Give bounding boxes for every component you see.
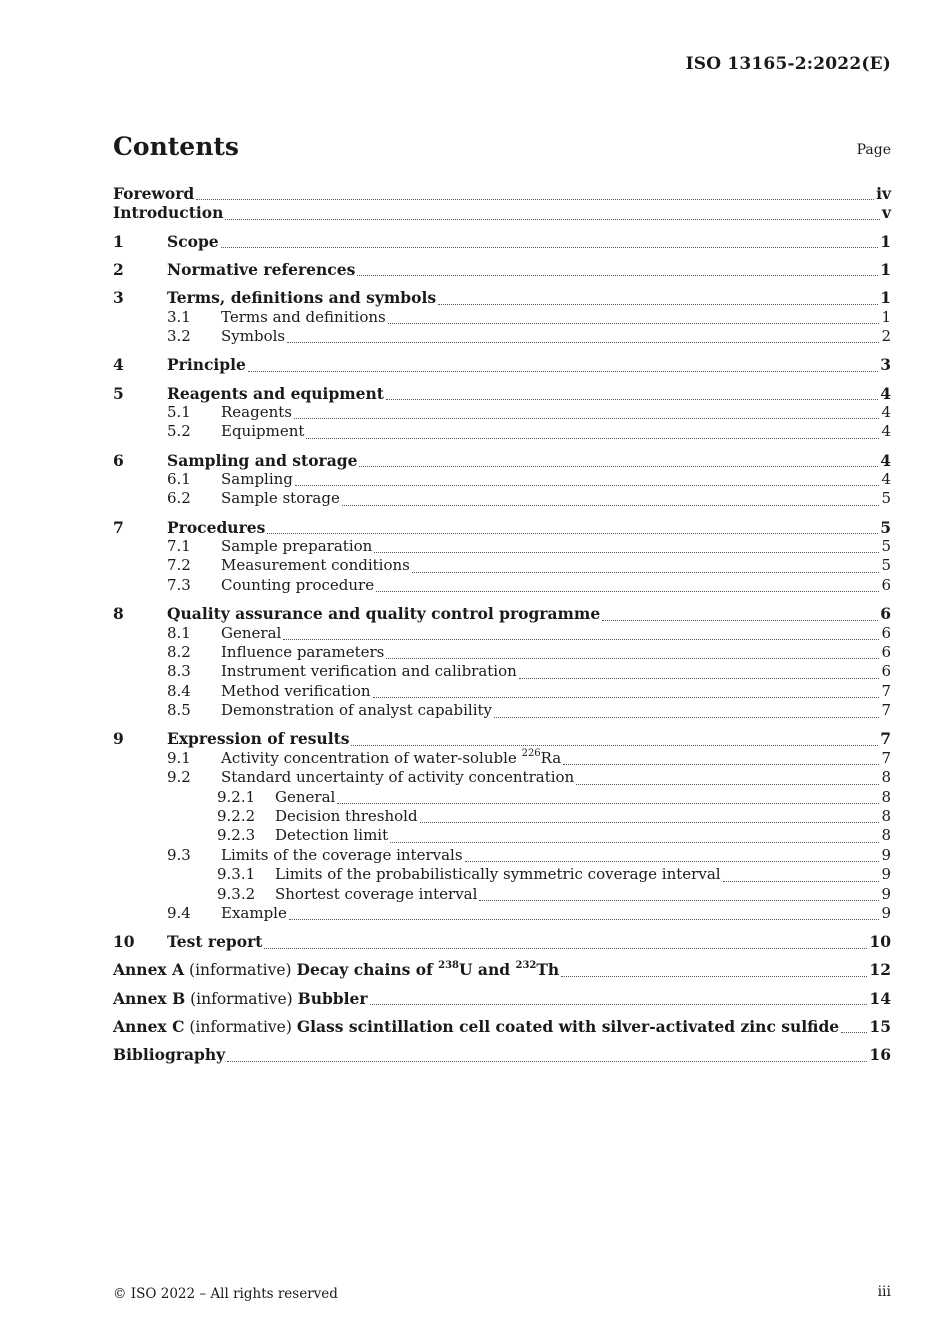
dot-leader [264,943,867,949]
toc-title-text: U and [459,960,516,980]
toc-entry-title [275,788,335,807]
toc-entry-number: 9.1 [167,748,191,767]
dot-leader [227,1056,867,1062]
toc-entry-title [221,403,292,422]
toc-title-text: Reagents and equipment [167,383,384,403]
toc-entry-title [275,865,721,884]
toc-entry-title [113,1045,225,1064]
toc-entry-number: 6.1 [167,470,191,489]
toc-title-text: Equipment [221,422,305,441]
toc-entry[interactable] [113,768,891,787]
toc-entry-title [221,470,293,489]
toc-entry-title [221,904,287,923]
toc-entry[interactable] [113,1017,891,1036]
toc-entry-page: 1 [880,288,891,308]
toc-title-text: Introduction [113,203,224,223]
toc-entry-title [221,422,304,441]
dot-leader [294,413,879,419]
annex-note: (informative) [184,961,297,980]
dot-leader [465,856,880,862]
annex-note: (informative) [185,989,298,1008]
dot-leader [602,615,878,621]
toc-entry[interactable] [113,788,891,807]
toc-entry-number: 10 [113,932,135,952]
isotope-mass-number: 238 [438,960,460,972]
page-column-label: Page [856,142,891,158]
toc-entry-title [221,308,386,327]
toc-title-text: Bibliography [113,1045,226,1065]
toc-title-text: Foreword [113,184,195,203]
toc-entry-page: 7 [881,681,891,700]
dot-leader [359,461,878,467]
annex-label: Annex B [113,988,186,1008]
toc-entry-page: 7 [880,729,891,749]
toc-entry-number: 8.2 [167,642,191,661]
toc-title-text: Bubbler [297,988,368,1008]
toc-entry[interactable] [113,960,891,979]
toc-entry[interactable] [113,537,891,556]
toc-entry[interactable] [113,489,891,508]
toc-entry[interactable] [113,846,891,865]
isotope-mass-number: 232 [515,960,537,972]
dot-leader [221,242,879,248]
toc-entry-page: 1 [880,259,891,279]
toc-title-text: Decision threshold [275,806,418,825]
dot-leader [374,547,879,553]
toc-entry-page: 4 [881,402,891,421]
toc-entry-page: 5 [881,537,891,556]
dot-leader [357,270,878,276]
toc-title-text: Expression of results [167,729,350,749]
toc-entry-page: 1 [881,307,891,326]
toc-entry-number: 1 [113,231,124,251]
toc-title-text: Terms and definitions [221,307,386,326]
toc-entry-number: 6.2 [167,489,191,508]
toc-entry[interactable] [113,403,891,422]
toc-entry-page: iv [876,184,891,203]
toc-entry-page: 4 [880,383,891,403]
toc-entry-title [167,729,349,748]
toc-entry[interactable] [113,729,891,748]
toc-entry-number: 8.1 [167,623,191,642]
toc-entry-page: 8 [881,768,891,787]
dot-leader [196,194,874,200]
toc-title-text: Glass scintillation cell coated with silver-activated zinc sulfide [296,1017,840,1037]
toc-title-text: Principle [167,355,246,375]
toc-entry-page: 5 [881,556,891,575]
annex-label: Annex C [113,1017,185,1037]
toc-entry-title [275,826,388,845]
toc-entry-title [221,327,285,346]
toc-entry-number: 9.3 [167,845,191,864]
toc-entry[interactable] [113,1045,891,1064]
toc-title-text: Example [221,903,287,922]
toc-entry-page: 6 [880,604,891,624]
dot-leader [420,817,880,823]
dot-leader [576,779,879,785]
toc-entry-number: 5 [113,383,124,403]
toc-entry-page: 4 [880,450,891,470]
dot-leader [306,433,879,439]
dot-leader [225,214,880,220]
toc-entry-title [167,260,355,279]
toc-entry-title [221,749,561,768]
toc-entry-number: 3.1 [167,307,191,326]
toc-entry-number: 3 [113,288,124,308]
toc-entry[interactable] [113,904,891,923]
toc-entry-number: 9 [113,729,124,749]
toc-entry-page: 5 [881,489,891,508]
dot-leader [287,337,879,343]
toc-entry-page: v [881,203,891,223]
toc-entry-title [275,807,418,826]
toc-title-text: Scope [167,231,219,251]
toc-title-text: Ra [540,748,562,767]
toc-entry-page: 7 [881,701,891,720]
toc-entry-title [167,451,357,470]
toc-entry-page: 9 [881,884,891,903]
toc-title-text: Sampling [221,470,293,489]
table-of-contents [113,184,891,1065]
dot-leader [494,712,879,718]
toc-entry[interactable] [113,643,891,662]
dot-leader [438,299,878,305]
toc-title-text: Normative references [167,259,356,279]
dot-leader [373,692,880,698]
dot-leader [351,740,878,746]
dot-leader [723,876,880,882]
toc-entry-number: 9.2 [167,768,191,787]
toc-entry[interactable] [113,576,891,595]
toc-entry-title [221,662,517,681]
toc-entry-number: 7 [113,517,124,537]
toc-entry[interactable] [113,885,891,904]
toc-entry[interactable] [113,184,891,203]
toc-entry[interactable] [113,662,891,681]
toc-entry-page: 1 [880,231,891,251]
dot-leader [295,480,880,486]
toc-entry[interactable] [113,604,891,623]
toc-entry-title [221,556,410,575]
toc-entry[interactable] [113,355,891,374]
dot-leader [376,586,879,592]
toc-title-text: Sample storage [221,489,340,508]
toc-entry-number: 9.2.3 [217,826,256,845]
toc-title-text: Quality assurance and quality control programme [167,604,601,624]
toc-entry[interactable] [113,624,891,643]
toc-entry-title [221,624,281,643]
dot-leader [841,1027,867,1033]
toc-entry-number: 9.4 [167,903,191,922]
toc-entry[interactable] [113,288,891,307]
toc-entry-number: 5.2 [167,422,191,441]
toc-entry-number: 9.3.2 [217,884,256,903]
toc-title-text: Decay chains of [296,960,439,980]
toc-entry-page: 14 [869,988,891,1008]
toc-title-text: Symbols [221,327,286,346]
toc-entry[interactable] [113,556,891,575]
toc-entry-title [221,701,492,720]
toc-entry-number: 9.2.2 [217,806,256,825]
toc-entry-page: 3 [880,355,891,375]
toc-entry-title [221,576,374,595]
toc-entry-number: 8.3 [167,662,191,681]
toc-entry[interactable] [113,470,891,489]
toc-entry-title [113,989,368,1009]
toc-entry-title [113,1017,839,1037]
dot-leader [386,653,879,659]
dot-leader [267,528,878,534]
toc-title-text: Th [536,960,560,980]
dot-leader [370,999,868,1005]
toc-entry-number: 4 [113,355,124,375]
toc-entry-number: 6 [113,450,124,470]
toc-title-text: Standard uncertainty of activity concentration [221,768,575,787]
toc-title-text: Measurement conditions [221,556,410,575]
toc-title-text: Instrument verification and calibration [221,662,517,681]
toc-entry-title [167,518,265,537]
toc-title-text: Limits of the probabilistically symmetric coverage interval [275,865,721,884]
footer-copyright: © ISO 2022 – All rights reserved [113,1286,338,1302]
toc-entry-title [167,384,384,403]
dot-leader [342,500,880,506]
toc-entry-title [221,643,384,662]
toc-entry-page: 9 [881,903,891,922]
toc-entry[interactable] [113,384,891,403]
toc-title-text: Method verification [221,681,371,700]
toc-entry-page: 6 [881,662,891,681]
dot-leader [563,759,879,765]
toc-entry-number: 8 [113,604,124,624]
toc-entry[interactable] [113,260,891,279]
toc-entry-number: 7.3 [167,575,191,594]
toc-entry-page: 8 [881,787,891,806]
dot-leader [386,394,878,400]
dot-leader [337,798,879,804]
toc-entry[interactable] [113,865,891,884]
toc-entry[interactable] [113,518,891,537]
toc-entry-number: 8.4 [167,681,191,700]
toc-entry[interactable] [113,203,891,222]
toc-entry-page: 6 [881,642,891,661]
toc-entry-number: 3.2 [167,327,191,346]
toc-entry-title [221,537,372,556]
footer-page-number: iii [877,1284,891,1300]
toc-entry-title [167,355,246,374]
toc-title-text: Terms, definitions and symbols [167,288,437,308]
toc-title-text: Activity concentration of water-soluble [221,748,522,767]
toc-entry-title [221,682,371,701]
toc-entry[interactable] [113,701,891,720]
toc-title-text: Detection limit [275,826,389,845]
annex-label: Annex A [113,960,185,980]
toc-entry-page: 6 [881,623,891,642]
toc-entry-page: 16 [869,1045,891,1065]
toc-entry-title [167,604,600,623]
toc-entry-title [221,846,463,865]
toc-entry[interactable] [113,749,891,768]
isotope-mass-number: 226 [521,747,541,759]
toc-entry-page: 7 [881,748,891,767]
toc-entry-page: 10 [869,932,891,952]
toc-entry-title [167,232,219,251]
toc-entry-page: 8 [881,826,891,845]
toc-title-text: Reagents [221,402,292,421]
toc-entry[interactable] [113,327,891,346]
toc-entry-page: 2 [881,327,891,346]
toc-entry-page: 8 [881,806,891,825]
page-title: Contents [113,132,240,161]
toc-entry-title [221,768,574,787]
toc-entry-number: 5.1 [167,402,191,421]
toc-entry[interactable] [113,232,891,251]
toc-entry-number: 8.5 [167,701,191,720]
toc-entry-number: 7.1 [167,537,191,556]
toc-entry-number: 7.2 [167,556,191,575]
toc-entry[interactable] [113,826,891,845]
toc-title-text: Sampling and storage [167,450,358,470]
toc-entry-title [221,489,340,508]
toc-entry[interactable] [113,682,891,701]
toc-title-text: Influence parameters [221,642,385,661]
toc-entry-title [113,960,559,980]
toc-entry-title [113,203,223,222]
toc-title-text: Demonstration of analyst capability [221,701,492,720]
toc-entry-title [167,288,436,307]
toc-entry[interactable] [113,422,891,441]
toc-entry-page: 9 [881,865,891,884]
toc-entry-page: 4 [881,422,891,441]
dot-leader [283,634,879,640]
dot-leader [479,895,879,901]
toc-entry-title [113,184,194,203]
dot-leader [519,673,880,679]
toc-entry-number: 2 [113,259,124,279]
dot-leader [248,366,878,372]
toc-entry-page: 9 [881,845,891,864]
toc-entry[interactable] [113,451,891,470]
toc-entry-title [275,885,477,904]
toc-title-text: General [221,623,282,642]
toc-title-text: Test report [167,932,263,952]
toc-entry[interactable] [113,308,891,327]
dot-leader [289,914,880,920]
toc-entry-title [167,932,262,951]
toc-entry-page: 4 [881,470,891,489]
toc-entry-page: 12 [869,960,891,980]
toc-title-text: Shortest coverage interval [275,884,478,903]
dot-leader [390,837,879,843]
toc-entry-number: 9.2.1 [217,787,256,806]
toc-entry-page: 15 [869,1017,891,1037]
toc-title-text: Limits of the coverage intervals [221,845,463,864]
toc-entry[interactable] [113,932,891,951]
dot-leader [388,318,880,324]
toc-entry-page: 6 [881,575,891,594]
dot-leader [412,567,880,573]
toc-entry-page: 5 [880,517,891,537]
toc-title-text: Procedures [167,517,266,537]
annex-note: (informative) [184,1018,297,1037]
document-id: ISO 13165-2:2022(E) [685,54,891,74]
toc-title-text: Counting procedure [221,575,375,594]
toc-title-text: General [275,787,336,806]
toc-entry-number: 9.3.1 [217,865,256,884]
toc-entry[interactable] [113,989,891,1008]
toc-title-text: Sample preparation [221,537,373,556]
toc-entry[interactable] [113,807,891,826]
dot-leader [561,971,867,977]
